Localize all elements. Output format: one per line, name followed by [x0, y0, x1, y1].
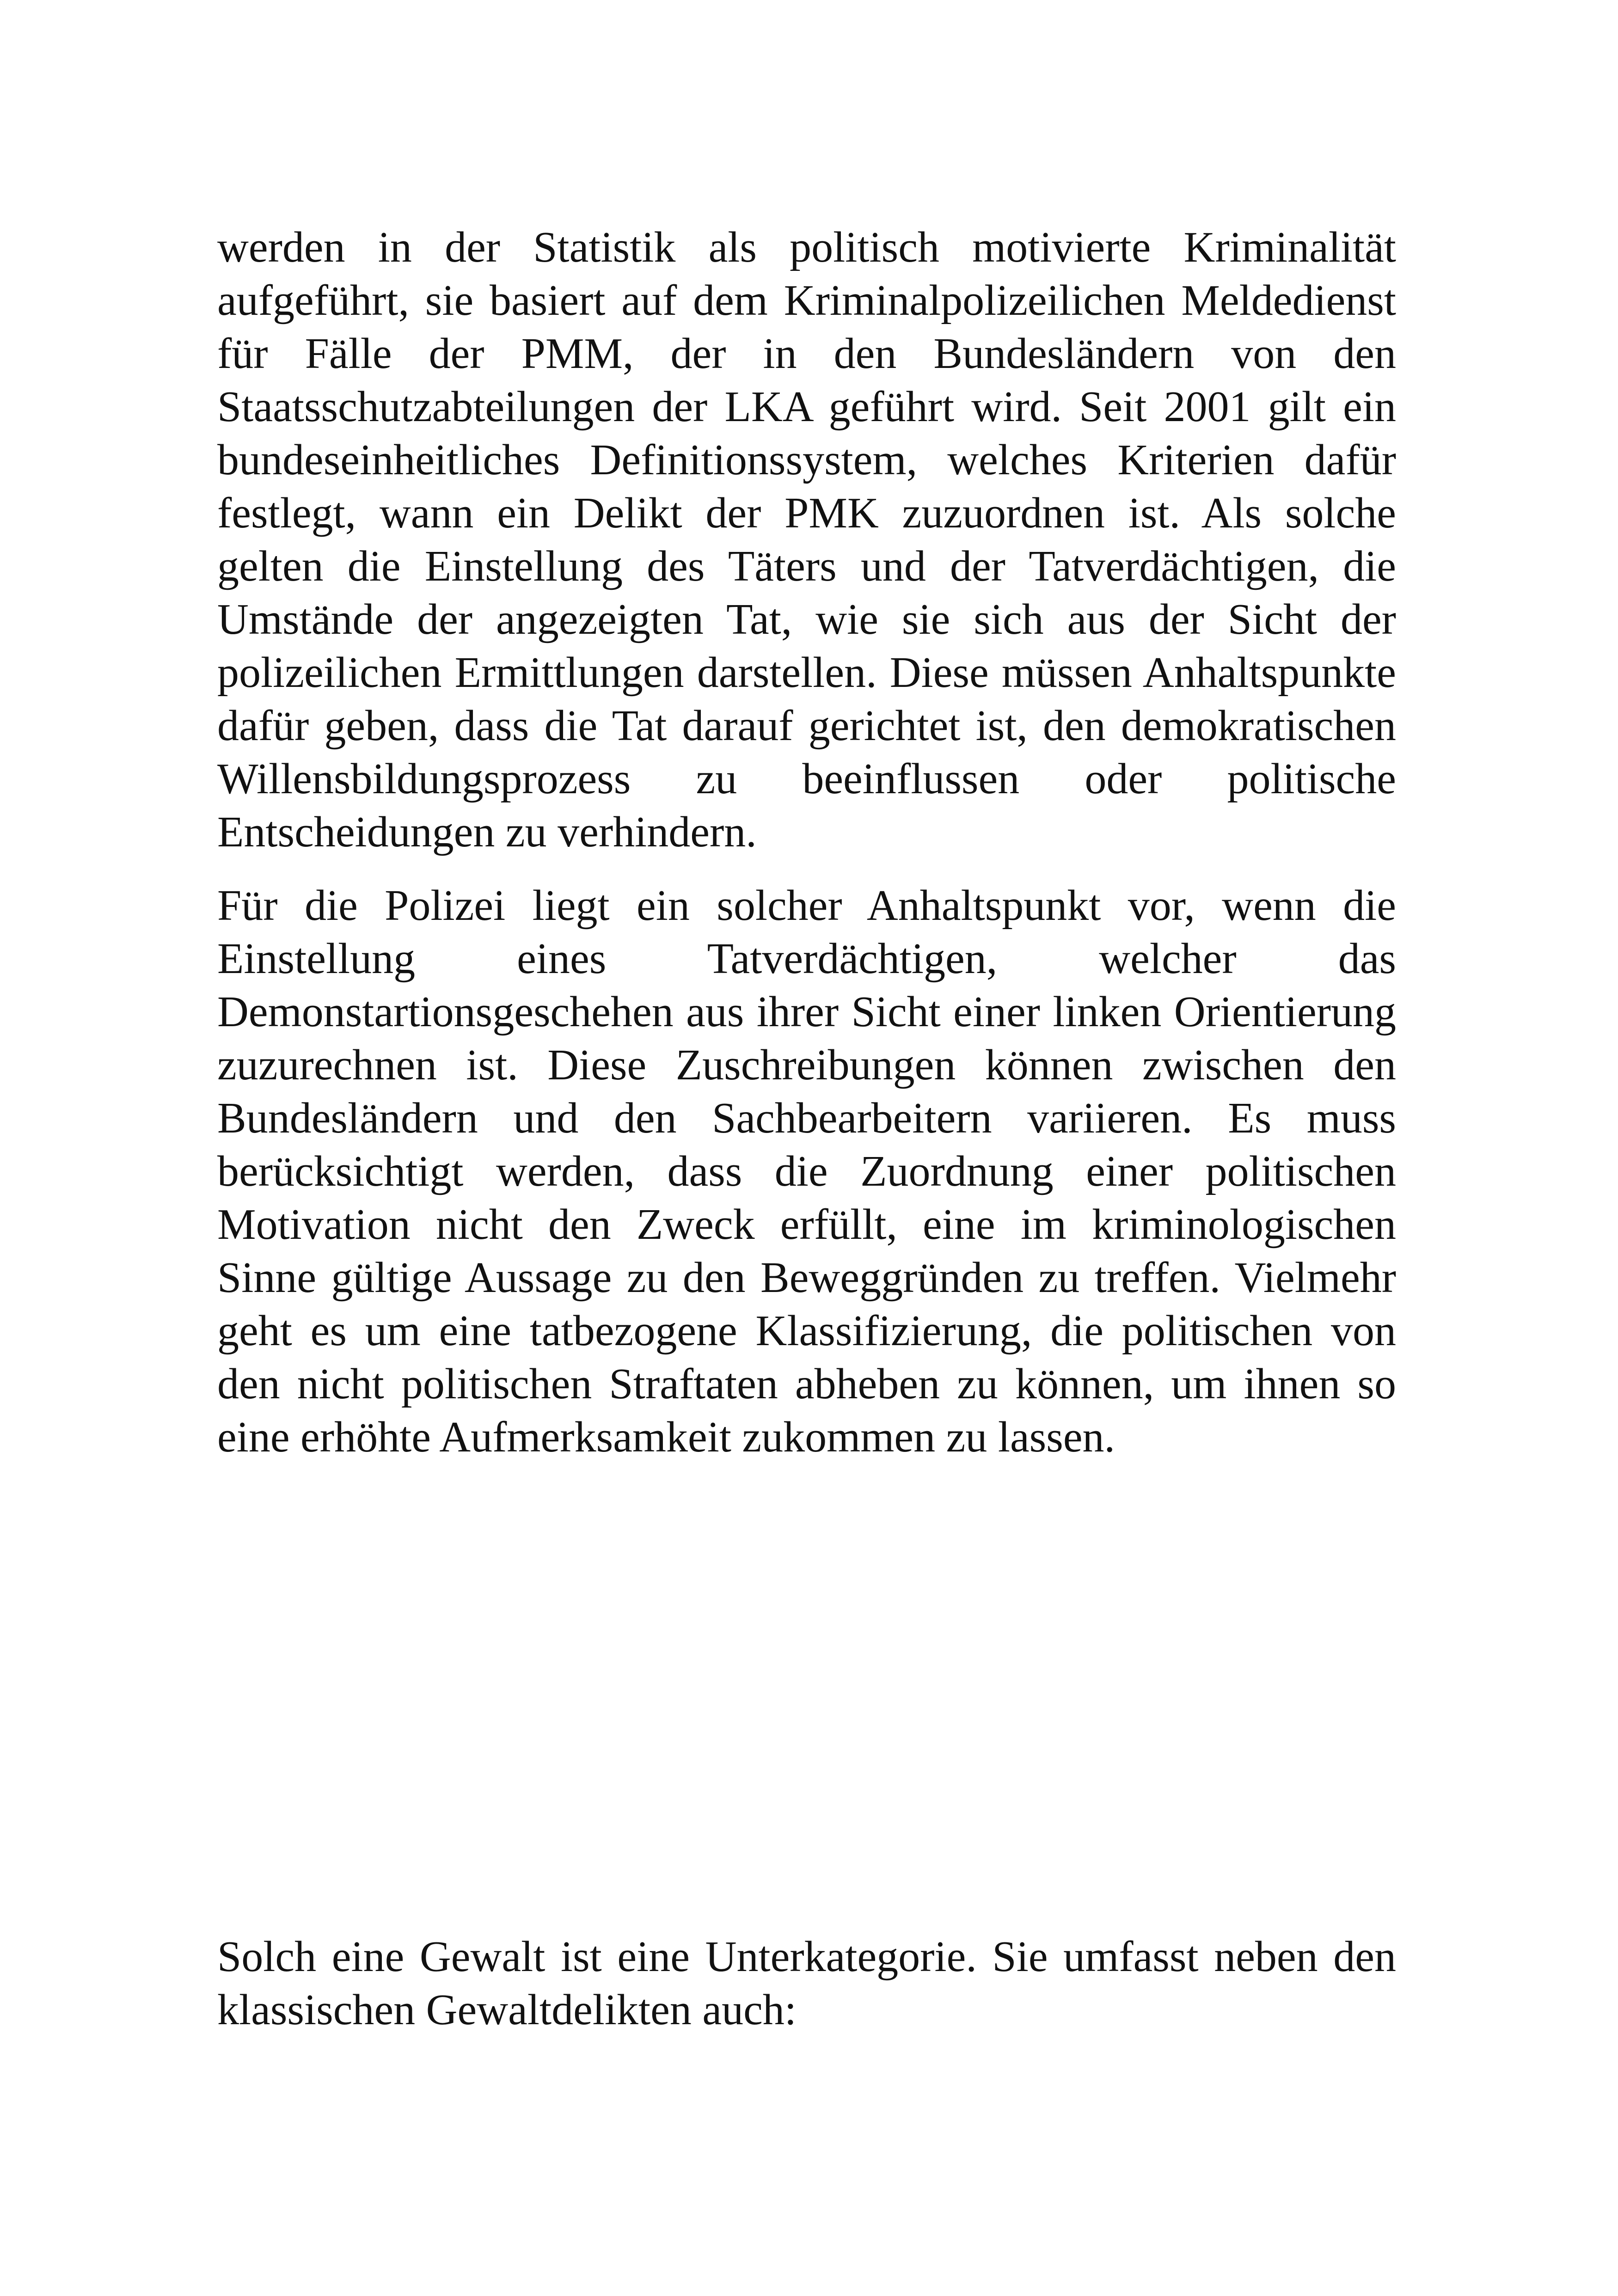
body-paragraph-2: Für die Polizei liegt ein solcher Anhaltspunkt vor, wenn die Einstellung eines Tatverdächtigen, welcher das Demonstartionsgeschehen aus ihrer Sicht einer linken Orientierung zuzurechnen ist. Diese Zuschreibungen können zwischen den Bundesländern und den Sachbearbeitern variieren. Es muss berücksichtigt werden, dass die Zuordnung einer politischen Motivation nicht den Zweck erfüllt, eine im kriminologischen Sinne gültige Aussage zu den Beweggründen zu treffen. Vielmehr geht es um eine tatbezogene Klassifizierung, die politischen von den nicht politischen Straftaten abheben zu können, um ihnen so eine erhöhte Aufmerksamkeit zukommen zu lassen. — [217, 882, 1396, 1461]
body-paragraph-3: Solch eine Gewalt ist eine Unterkategorie. Sie umfasst neben den klassischen Gewaltdelikten auch: — [217, 1933, 1396, 2034]
body-paragraph-1: werden in der Statistik als politisch motivierte Kriminalität aufgeführt, sie basiert auf dem Kriminalpolizeilichen Meldedienst für Fälle der PMM, der in den Bundesländern von den Staatsschutzabteilungen der LKA geführt wird. Seit 2001 gilt ein bundeseinheitliches Definitionssystem, welches Kriterien dafür festlegt, wann ein Delikt der PMK zuzuordnen ist. Als solche gelten die Einstellung des Täters und der Tatverdächtigen, die Umstände der angezeigten Tat, wie sie sich aus der Sicht der polizeilichen Ermittlungen darstellen. Diese müssen Anhaltspunkte dafür geben, dass die Tat darauf gerichtet ist, den demokratischen Willensbildungsprozess zu beeinflussen oder politische Entscheidungen zu verhindern. — [217, 223, 1396, 856]
